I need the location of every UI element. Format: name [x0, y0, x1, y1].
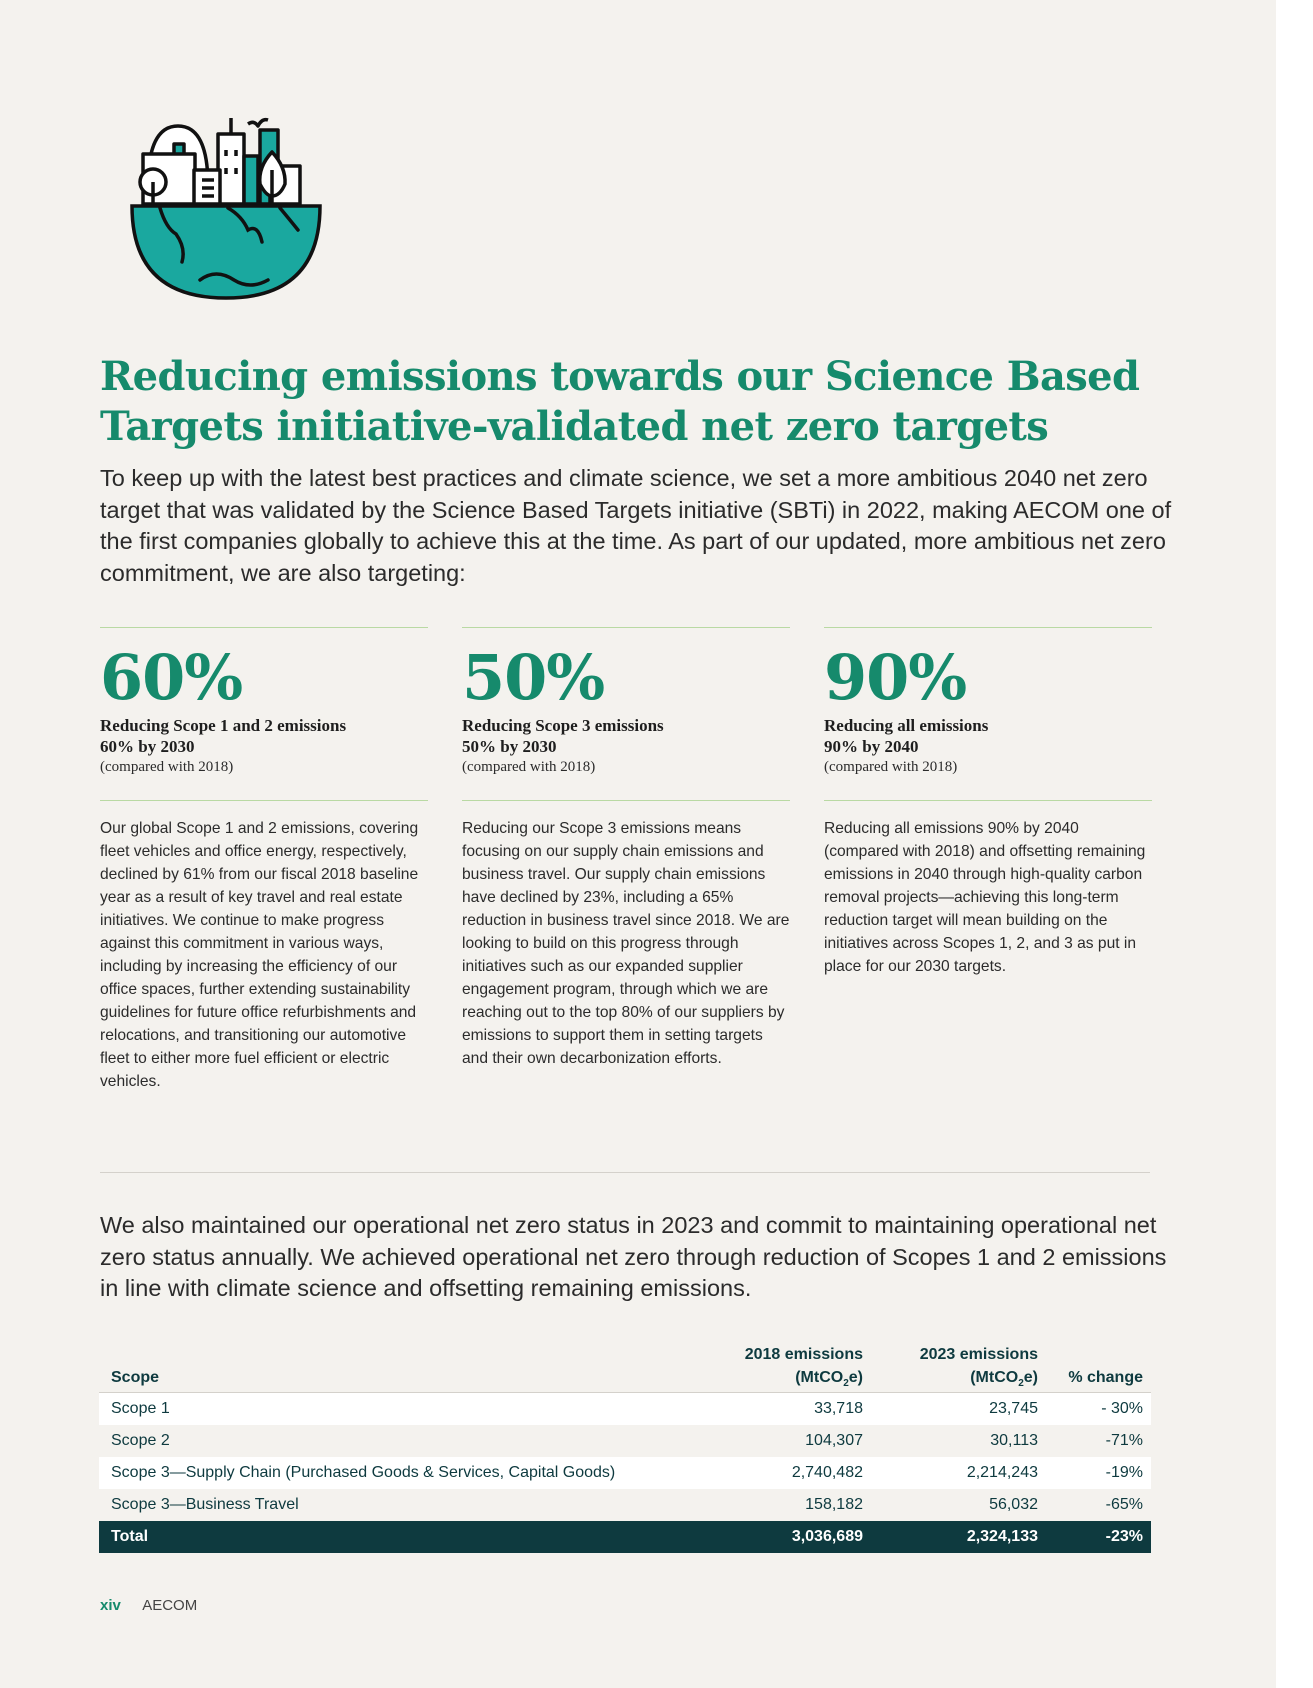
cell-change: -19% [1046, 1457, 1151, 1489]
column-rule [100, 800, 428, 801]
company-name: AECOM [142, 1597, 198, 1614]
page-title: Reducing emissions towards our Science Based Targets initiative-validated net zero targets [100, 353, 1140, 450]
target-column-scope-3 [462, 627, 790, 1070]
target-note: (compared with 2018) [100, 759, 234, 775]
cell-2023: 23,745 [871, 1393, 1046, 1426]
column-rule [824, 800, 1152, 801]
target-body: Reducing all emissions 90% by 2040 (compared with 2018) and offsetting remaining emissions in 2040 through high-quality carbon removal projects—achieving this long-term reduction target will mean building on the initiatives across Scopes 1, 2, and 3 as put in place for our 2030 targets. [824, 820, 1146, 975]
cell-scope: Total [99, 1521, 721, 1553]
header-2018-line1: 2018 emissions [744, 1346, 863, 1363]
target-column-scope-1-2 [100, 627, 428, 1093]
table-row [99, 1489, 1151, 1521]
header-scope: Scope [111, 1369, 160, 1386]
table-row [99, 1425, 1151, 1457]
target-body: Reducing our Scope 3 emissions means focusing on our supply chain emissions and business travel. Our supply chain emissions have declined by 23%, including a 65% reduction in business travel since 2018. We are looking to build on this progress through initiatives such as our expanded supplier engagement program, through which we are reaching out to the top 80% of our suppliers by emissions to support them in setting targets and their own decarbonization efforts. [462, 820, 790, 1067]
cell-2018: 3,036,689 [721, 1521, 871, 1553]
header-2023-line2: (MtCO$_2$e) [970, 1369, 1038, 1390]
cell-scope: Scope 3—Business Travel [99, 1489, 721, 1521]
cell-2023: 56,032 [871, 1489, 1046, 1521]
cell-scope: Scope 1 [99, 1393, 721, 1426]
cell-scope: Scope 2 [99, 1425, 721, 1457]
cell-change: -71% [1046, 1425, 1151, 1457]
header-2023 [871, 1341, 1046, 1393]
column-rule [462, 800, 790, 801]
cell-change: -23% [1046, 1521, 1151, 1553]
target-percent: 60% [100, 641, 243, 714]
target-percent: 90% [824, 641, 967, 714]
cell-change: -65% [1046, 1489, 1151, 1521]
target-column-all [824, 627, 1152, 978]
target-subhead: Reducing all emissions 90% by 2040 [824, 716, 989, 756]
cell-2018: 2,740,482 [721, 1457, 871, 1489]
cell-2023: 30,113 [871, 1425, 1046, 1457]
section-divider [100, 1172, 1150, 1173]
header-change: % change [1068, 1369, 1143, 1386]
target-subhead: Reducing Scope 3 emissions 50% by 2030 [462, 716, 664, 756]
cell-2018: 33,718 [721, 1393, 871, 1426]
header-2018-line2: (MtCO$_2$e) [795, 1369, 863, 1390]
column-rule [824, 627, 1152, 628]
target-body: Our global Scope 1 and 2 emissions, covering fleet vehicles and office energy, respectively, declined by 61% from our fiscal 2018 baseline year as a result of key travel and real estate initiatives. We continue to make progress against this commitment in various ways, including by increasing the efficiency of our office spaces, further extending sustainability guidelines for future office refurbishments and relocations, and transitioning our automotive fleet to either more fuel efficient or electric vehicles. [100, 820, 419, 1090]
emissions-table [99, 1341, 1151, 1553]
cell-2018: 104,307 [721, 1425, 871, 1457]
column-rule [462, 627, 790, 628]
target-note: (compared with 2018) [462, 759, 596, 775]
cell-scope: Scope 3—Supply Chain (Purchased Goods & Services, Capital Goods) [99, 1457, 721, 1489]
header-2018 [721, 1341, 871, 1393]
cell-2018: 158,182 [721, 1489, 871, 1521]
table-total-row [99, 1521, 1151, 1553]
cell-change: - 30% [1046, 1393, 1151, 1426]
table-header-row [99, 1341, 1151, 1393]
target-percent: 50% [462, 641, 605, 714]
target-note: (compared with 2018) [824, 759, 958, 775]
city-globe-icon [130, 112, 330, 312]
page-footer [100, 1597, 197, 1614]
table-row [99, 1393, 1151, 1426]
table-row [99, 1457, 1151, 1489]
cell-2023: 2,214,243 [871, 1457, 1046, 1489]
net-zero-paragraph: We also maintained our operational net zero status in 2023 and commit to maintaining operational net zero status annually. We achieved operational net zero through reduction of Scopes 1 and 2 emissions in line with climate science and offsetting remaining emissions. [100, 1212, 1167, 1301]
page-number: xiv [100, 1597, 121, 1614]
target-subhead: Reducing Scope 1 and 2 emissions 60% by 2030 [100, 716, 347, 756]
intro-paragraph: To keep up with the latest best practices and climate science, we set a more ambitious 2040 net zero target that was validated by the Science Based Targets initiative (SBTi) in 2022, making AECOM one of the first companies globally to achieve this at the time. As part of our updated, more ambitious net zero commitment, we are also targeting: [100, 465, 1172, 586]
column-rule [100, 627, 428, 628]
cell-2023: 2,324,133 [871, 1521, 1046, 1553]
header-2023-line1: 2023 emissions [919, 1346, 1038, 1363]
